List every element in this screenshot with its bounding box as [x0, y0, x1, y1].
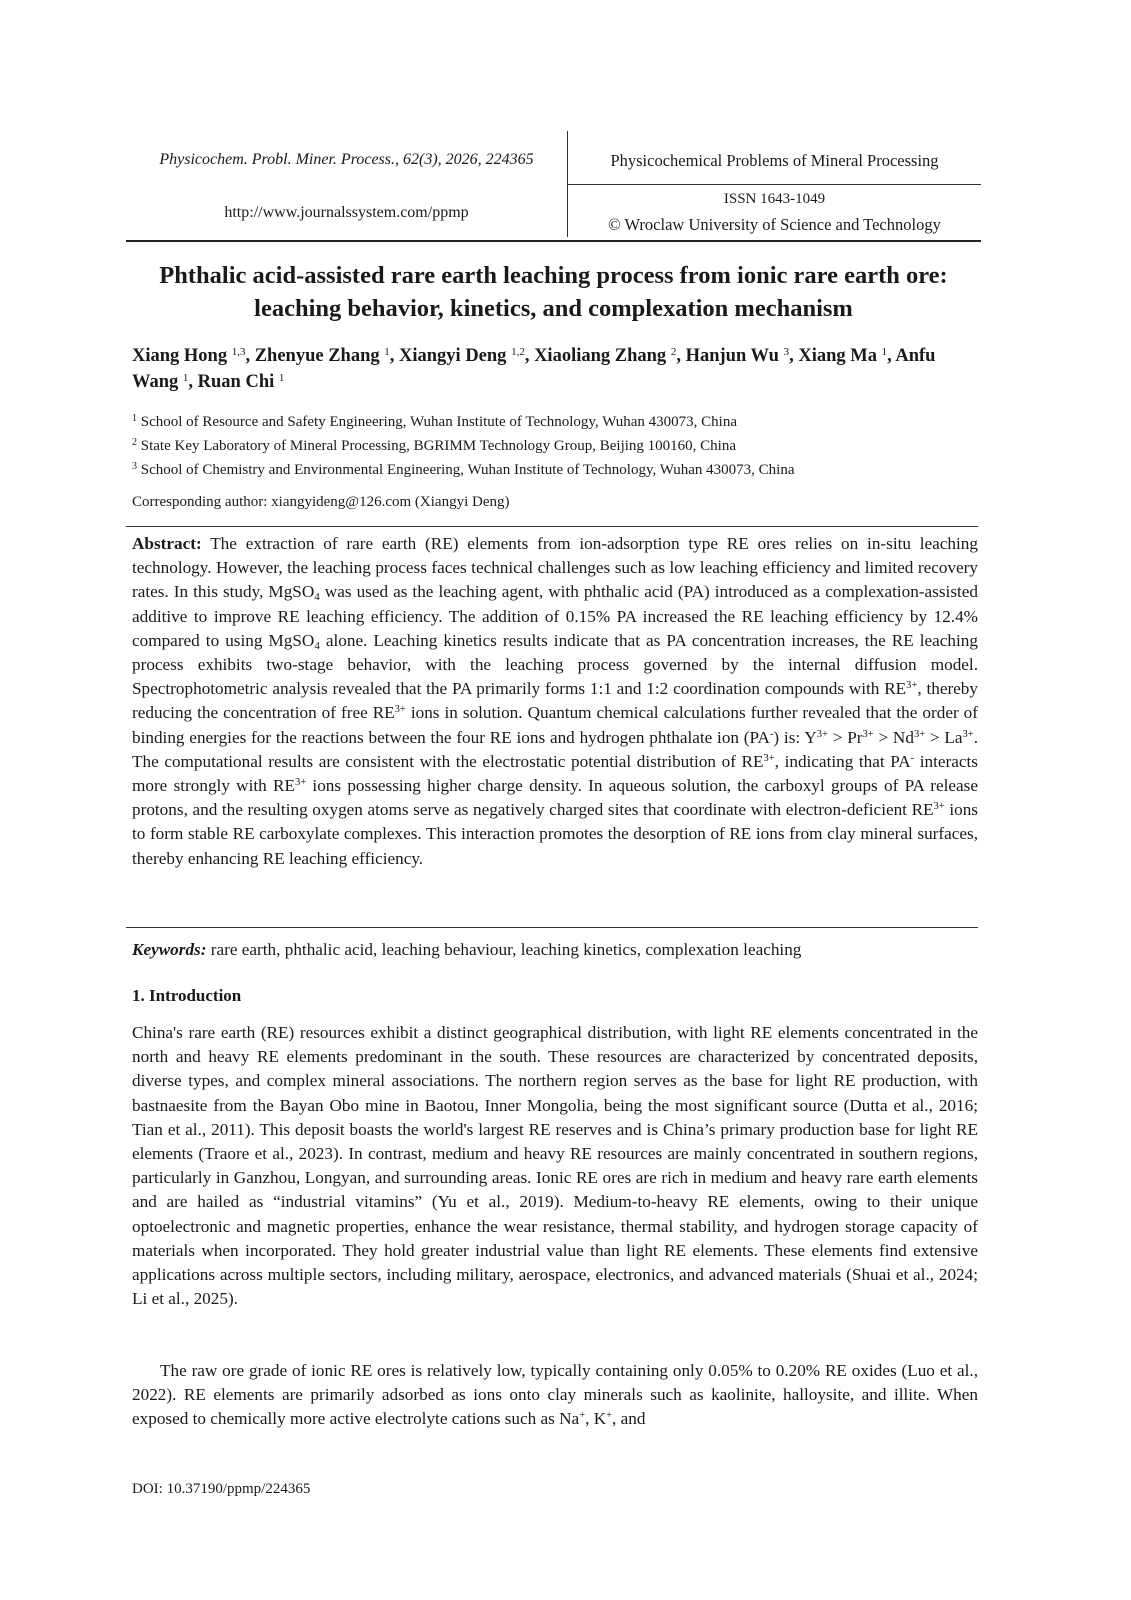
journal-header [126, 131, 981, 243]
author: Xiang Ma $^1$, [798, 346, 896, 366]
author-list [132, 343, 978, 395]
author-affiliation-marker: 3 [783, 346, 790, 358]
affiliation-number: 3 [132, 461, 137, 472]
journal-name: Physicochemical Problems of Mineral Processing [610, 151, 939, 170]
abstract [132, 532, 978, 871]
abstract-top-rule [126, 526, 978, 527]
copyright: © Wroclaw University of Science and Technology [608, 215, 941, 234]
abstract-text: The extraction of rare earth (RE) elements from ion-adsorption type RE ores relies on in-situ leaching technology. However, the leaching process faces technical challenges such as low leaching efficiency and limited recovery rates. In this study, MgSO$_4$ was used as the leaching agent, with phthalic acid (PA) introduced as a complexation-assisted additive to improve RE leaching efficiency. The addition of 0.15% PA increased the RE leaching efficiency by 12.4% compared to using MgSO$_4$ alone. Leaching kinetics results indicate that as PA concentration increases, the RE leaching process exhibits two-stage behavior, with the leaching process governed by the internal diffusion model. Spectrophotometric analysis revealed that the PA primarily forms 1:1 and 1:2 coordination compounds with $RE^{3+}$, thereby reducing the concentration of free $RE^{3+}$ ions in solution. Quantum chemical calculations further revealed that the order of binding energies for the reactions between the four RE ions and hydrogen phthalate ion (PA-) is: $Y^{3+} > Pr^{3+} > Nd^{3+} > La^{3+}$. The computational results are consistent with the electrostatic potential distribution of $RE^{3+}$, indicating that PA- interacts more strongly with $RE^{3+}$ ions possessing higher charge density. In aqueous solution, the carboxyl groups of PA release protons, and the resulting oxygen atoms serve as negatively charged sites that coordinate with electron-deficient $RE^{3+}$ ions to form stable RE carboxylate complexes. This interaction promotes the desorption of RE ions from clay mineral surfaces, thereby enhancing RE leaching efficiency. [132, 534, 979, 868]
author: Anfu Wang $^1$, [132, 346, 936, 392]
author: Ruan Chi $^1$ [197, 372, 285, 392]
abstract-label: Abstract: [132, 534, 202, 553]
author: Xiang Hong $^{1,3}$, [132, 346, 255, 366]
body-paragraph-2: The raw ore grade of ionic RE ores is relatively low, typically containing only 0.05% to 0.20% RE oxides (Luo et al., 2022). RE elements are primarily adsorbed as ions onto clay minerals such as kaolinite, halloysite, and illite. When exposed to chemically more active electrolyte cations such as Na+, K+, and [132, 1361, 978, 1429]
issn: ISSN 1643-1049 [723, 191, 826, 207]
corresponding-author: Corresponding author: xiangyideng@126.com (Xiangyi Deng) [132, 494, 510, 510]
citation-line: Physicochem. Probl. Miner. Process., 62(3), 2026, 224365 [159, 151, 534, 168]
section-heading-introduction: 1. Introduction [132, 986, 242, 1005]
keywords-text: rare earth, phthalic acid, leaching behaviour, leaching kinetics, complexation leaching [210, 940, 802, 959]
affiliation-item: $^2$ State Key Laboratory of Mineral Processing, BGRIMM Technology Group, Beijing 100160, China [132, 437, 737, 454]
author: Hanjun Wu $^3$, [685, 346, 799, 366]
abstract-bottom-rule [126, 927, 978, 928]
author-affiliation-marker: 2 [670, 346, 677, 358]
author-affiliation-marker: 1 [384, 346, 390, 358]
affiliation-number: 1 [132, 413, 137, 424]
affiliation-number: 2 [132, 437, 137, 448]
affiliation-item: $^3$ School of Chemistry and Environmental Engineering, Wuhan Institute of Technology, Wuhan 430073, China [132, 461, 795, 478]
author: Xiangyi Deng $^{1,2}$, [399, 346, 535, 366]
header-left [126, 131, 567, 237]
journal-url[interactable]: http://www.journalssystem.com/ppmp [224, 204, 469, 221]
author: Zhenyue Zhang $^1$, [254, 346, 400, 366]
author-affiliation-marker: 1 [182, 372, 189, 384]
author: Xiaoliang Zhang $^2$, [534, 346, 686, 366]
paper-title: Phthalic acid-assisted rare earth leaching process from ionic rare earth ore: leaching behavior, kinetics, and complexation mechanism [159, 262, 948, 322]
author-affiliation-marker: 1 [278, 372, 285, 384]
affiliation-item: $^1$ School of Resource and Safety Engineering, Wuhan Institute of Technology, Wuhan 430073, China [132, 413, 737, 430]
affiliation-list [132, 410, 978, 482]
body-paragraph-1: China's rare earth (RE) resources exhibit a distinct geographical distribution, with light RE elements concentrated in the north and heavy RE elements predominant in the south. These resources are characterized by concentrated deposits, diverse types, and complex mineral associations. The northern region serves as the base for light RE production, with bastnaesite from the Bayan Obo mine in Baotou, Inner Mongolia, being the most significant source (Dutta et al., 2016; Tian et al., 2011). This deposit boasts the world's largest RE reserves and is China’s primary production base for light RE elements (Traore et al., 2023). In contrast, medium and heavy RE resources are mainly concentrated in southern regions, particularly in Ganzhou, Longyan, and surrounding areas. Ionic RE ores are rich in medium and heavy rare earth elements and are hailed as “industrial vitamins” (Yu et al., 2019). Medium-to-heavy RE elements, owing to their unique optoelectronic and magnetic properties, enhance the wear resistance, thermal stability, and hydrogen storage capacity of materials when incorporated. They hold greater industrial value than light RE elements. These elements find extensive applications across multiple sectors, including military, aerospace, electronics, and advanced materials (Shuai et al., 2024; Li et al., 2025). [132, 1023, 978, 1309]
header-bottom-rule [126, 240, 981, 242]
header-divider-horizontal [568, 184, 981, 185]
keywords-label: Keywords: [132, 940, 207, 959]
header-right [568, 131, 981, 237]
keywords [132, 938, 978, 962]
author-affiliation-marker: 1,3 [231, 346, 246, 358]
doi: DOI: 10.37190/ppmp/224365 [132, 1481, 311, 1497]
author-affiliation-marker: 1,2 [511, 346, 525, 358]
author-affiliation-marker: 1 [881, 346, 888, 358]
